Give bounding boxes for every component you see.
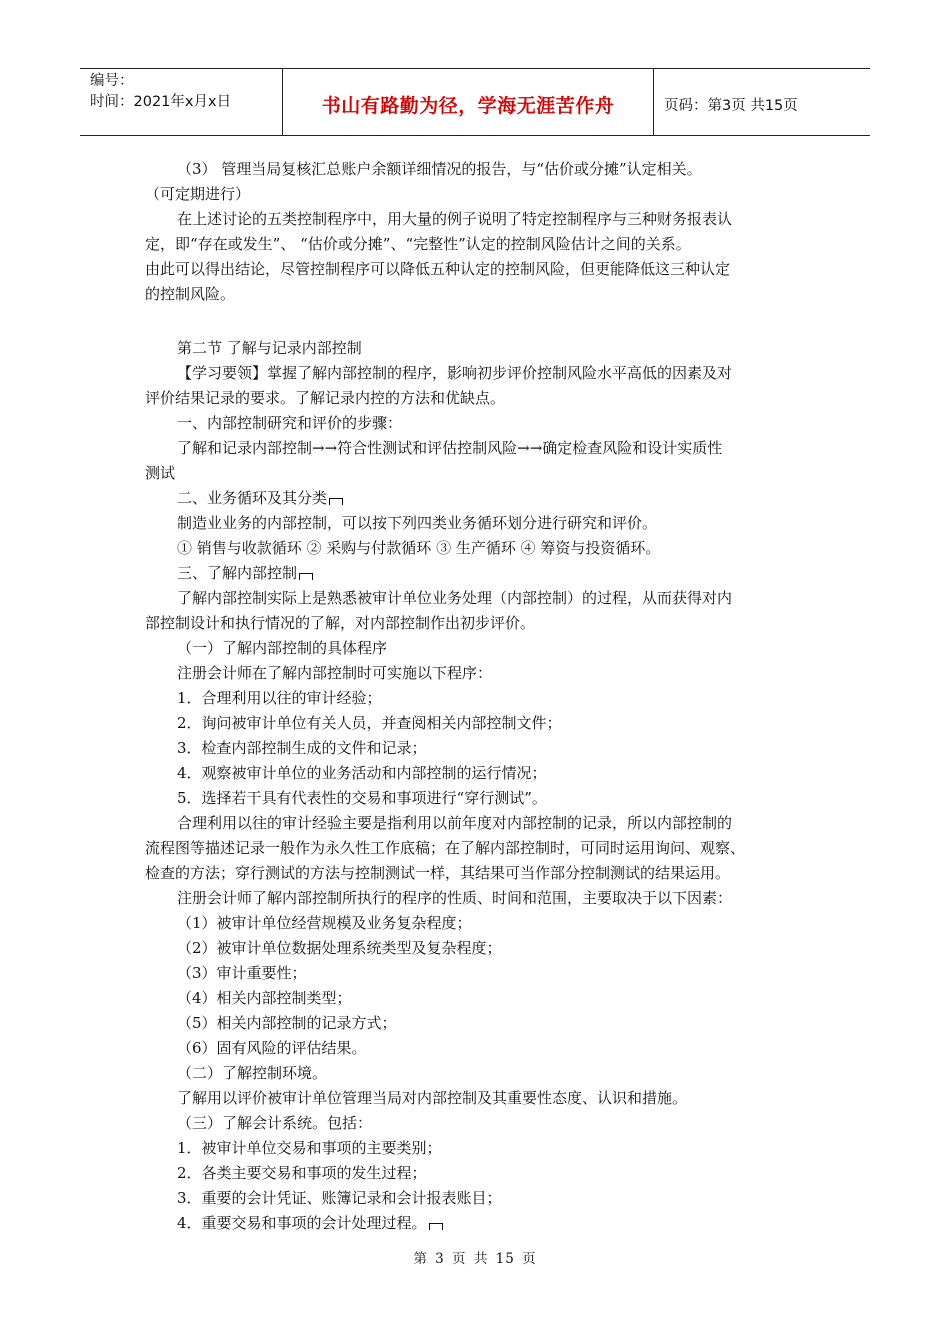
footer-page-number: 3 — [435, 1251, 445, 1267]
paragraph-line: 在上述讨论的五类控制程序中，用大量的例子说明了特定控制程序与三种财务报表认 — [177, 210, 733, 228]
header-page-label: 页码：第3页 共15页 — [664, 97, 798, 114]
spacer — [145, 307, 815, 336]
paragraph-line: 合理利用以往的审计经验主要是指利用以前年度对内部控制的记录，所以内部控制的 — [177, 814, 733, 832]
paragraph-line: 了解用以评价被审计单位管理当局对内部控制及其重要性态度、认识和措施。 — [177, 1089, 688, 1107]
footer-di: 第 — [413, 1251, 428, 1267]
paragraph-line: 注册会计师了解内部控制所执行的程序的性质、时间和范围，主要取决于以下因素： — [177, 889, 733, 907]
paragraph-mark-icon — [329, 498, 343, 505]
list-item: 1．合理利用以往的审计经验； — [177, 689, 382, 707]
paragraph-line: 的控制风险。 — [145, 285, 236, 303]
list-item: （1）被审计单位经营规模及业务复杂程度； — [177, 914, 472, 932]
footer-gong: 共 — [473, 1251, 489, 1267]
paragraph-line: 制造业业务的内部控制，可以按下列四类业务循环划分进行研究和评价。 — [177, 514, 658, 532]
document-body — [145, 157, 815, 1236]
list-item: 2．各类主要交易和事项的发生过程； — [177, 1164, 427, 1182]
paragraph-line: （可定期进行） — [145, 185, 251, 203]
document-number-label: 编号： — [90, 73, 134, 89]
subheading-line — [145, 486, 815, 511]
list-item: （2）被审计单位数据处理系统类型及复杂程度； — [177, 939, 502, 957]
paragraph-line: 部控制设计和执行情况的了解，对内部控制作出初步评价。 — [145, 614, 536, 632]
list-item: （5）相关内部控制的记录方式； — [177, 1014, 397, 1032]
list-item: 4．重要交易和事项的会计处理过程。 — [177, 1214, 427, 1232]
paragraph-line: 了解内部控制实际上是熟悉被审计单位业务处理（内部控制）的过程，从而获得对内 — [177, 589, 733, 607]
footer-ye: 页 — [452, 1251, 467, 1267]
list-item: （6）固有风险的评估结果。 — [177, 1039, 367, 1057]
paragraph-line: 测试 — [145, 464, 176, 482]
footer-total-pages: 15 — [495, 1251, 515, 1267]
subheading: 二、业务循环及其分类 — [177, 489, 328, 507]
paragraph-line: 评价结果记录的要求。了解记录内控的方法和优缺点。 — [145, 389, 506, 407]
paragraph-mark-icon — [299, 573, 313, 580]
footer-ye2: 页 — [522, 1251, 537, 1267]
list-item: （3）审计重要性； — [177, 964, 307, 982]
list-item: （4）相关内部控制类型； — [177, 989, 352, 1007]
paragraph-line: 注册会计师在了解内部控制时可实施以下程序： — [177, 664, 493, 682]
page-header — [80, 68, 870, 136]
page-footer — [0, 1247, 950, 1267]
list-item-line — [145, 1211, 815, 1236]
paragraph-line: 流程图等描述记录一般作为永久性工作底稿；在了解内部控制时，可同时运用询问、观察、 — [145, 839, 746, 857]
paragraph-line: 定，即“存在或发生”、 “估价或分摊”、“完整性”认定的控制风险估计之间的关系。 — [145, 235, 691, 253]
paragraph-line: 【学习要领】掌握了解内部控制的程序，影响初步评价控制风险水平高低的因素及对 — [177, 364, 733, 382]
list-item: 3．检查内部控制生成的文件和记录； — [177, 739, 427, 757]
paragraph-line: 了解和记录内部控制→→符合性测试和评估控制风险→→确定检查风险和设计实质性 — [177, 439, 723, 457]
subheading-line — [145, 561, 815, 586]
header-left-cell — [80, 69, 282, 135]
section-heading: 第二节 了解与记录内部控制 — [177, 339, 362, 357]
subheading: （二）了解控制环境。 — [177, 1064, 328, 1082]
list-item: 4．观察被审计单位的业务活动和内部控制的运行情况； — [177, 764, 547, 782]
paragraph-line: 检查的方法；穿行测试的方法与控制测试一样，其结果可当作部分控制测试的结果运用。 — [145, 864, 731, 882]
list-item: 3．重要的会计凭证、账簿记录和会计报表账目； — [177, 1189, 502, 1207]
header-motto-cell — [282, 69, 654, 135]
subheading: （一）了解内部控制的具体程序 — [177, 639, 388, 657]
list-item: 5．选择若干具有代表性的交易和事项进行“穿行测试”。 — [177, 789, 547, 807]
list-item: 2．询问被审计单位有关人员，并查阅相关内部控制文件； — [177, 714, 562, 732]
paragraph-line: （3） 管理当局复核汇总账户余额详细情况的报告，与“估价或分摊”认定相关。 — [177, 160, 702, 178]
header-motto: 书山有路勤为径，学海无涯苦作舟 — [321, 94, 615, 117]
header-page-cell — [654, 69, 870, 135]
subheading: 三、了解内部控制 — [177, 564, 298, 582]
paragraph-line: ① 销售与收款循环 ② 采购与付款循环 ③ 生产循环 ④ 筹资与投资循环。 — [177, 539, 661, 557]
subheading: （三）了解会计系统。包括： — [177, 1114, 373, 1132]
document-date-label: 时间：2021年x月x日 — [90, 94, 232, 110]
paragraph-mark-icon — [429, 1223, 443, 1230]
subheading: 一、内部控制研究和评价的步骤： — [177, 414, 403, 432]
list-item: 1．被审计单位交易和事项的主要类别； — [177, 1139, 442, 1157]
paragraph-line: 由此可以得出结论，尽管控制程序可以降低五种认定的控制风险，但更能降低这三种认定 — [145, 260, 731, 278]
